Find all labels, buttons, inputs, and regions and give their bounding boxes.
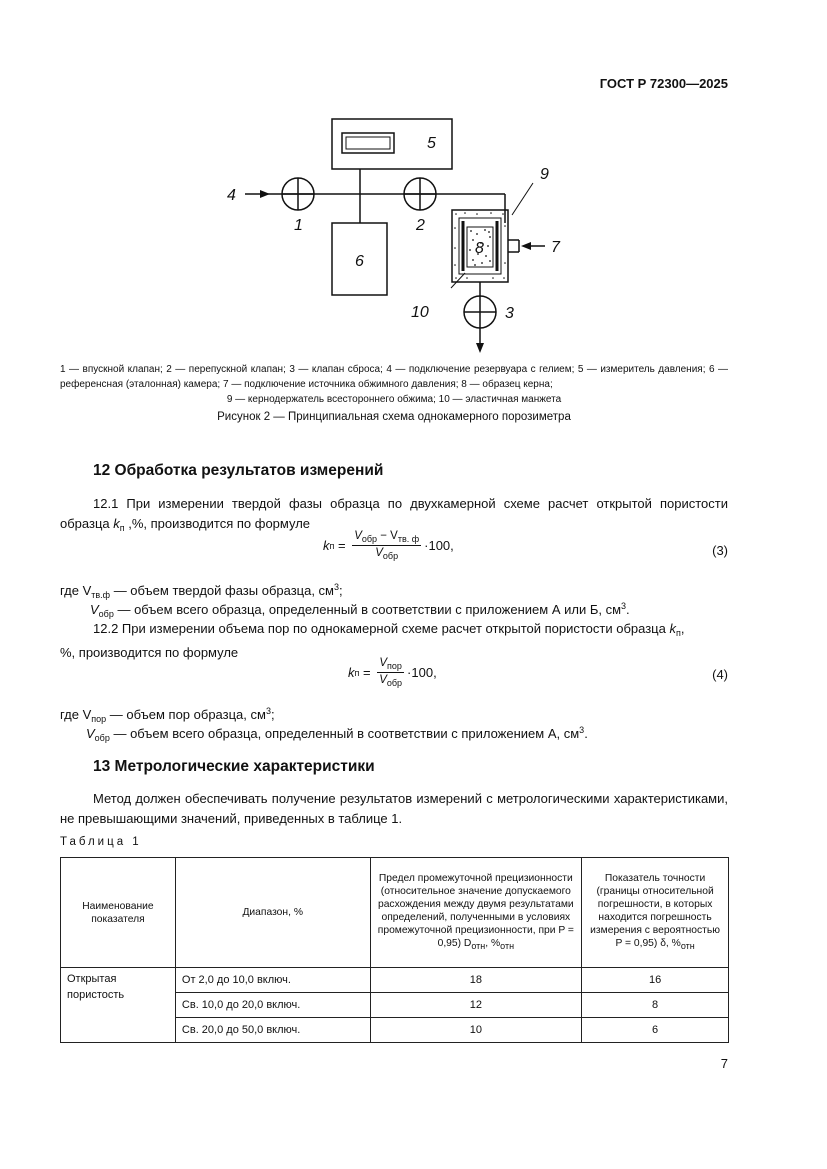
document-header: ГОСТ Р 72300—2025 — [599, 76, 728, 91]
label-1: 1 — [294, 217, 303, 234]
accuracy-cell: 6 — [582, 1018, 729, 1043]
label-6: 6 — [355, 253, 364, 270]
section-12-heading: 12 Обработка результатов измерений — [93, 462, 384, 479]
paragraph-12-1: 12.1 При измерении твердой фазы образца по двухкамерной схеме расчет открытой пористости образца $k_п$ ,%, производится по формуле — [60, 496, 728, 533]
outlet-arrow — [476, 343, 484, 353]
formula-4-number: (4) — [712, 667, 728, 682]
label-8: 8 — [475, 240, 484, 257]
legend-line-1: 1 — впускной клапан; 2 — перепускной клапан; 3 — клапан сброса; 4 — подключение резервуара с гелием; 5 — измеритель давления; 6 — референсная (эталонная) камера; 7 — подключение источника обжимного давления; 8 — образец керна; — [60, 364, 728, 390]
header-accuracy: Показатель точности (границы относительной погрешности, в которых находится погрешность измерения с вероятностью P = 0,95) δ, $\%_{отн}$ — [582, 858, 729, 968]
range-cell: Св. 20,0 до 50,0 включ. — [175, 1018, 370, 1043]
paragraph-13: Метод должен обеспечивать получение результатов измерений с метрологическими характеристиками, не превышающими значений, приведенных в таблице 1. — [60, 791, 728, 826]
page-number: 7 — [720, 1056, 728, 1071]
label-7: 7 — [551, 239, 560, 256]
label-4: 4 — [227, 187, 236, 204]
label-10: 10 — [411, 304, 429, 321]
label-9: 9 — [540, 166, 549, 183]
pressure-gauge-display — [342, 133, 394, 153]
range-cell: Св. 10,0 до 20,0 включ. — [175, 993, 370, 1018]
formula-4: k п = $\frac{V_{пор}}{V_{обр}}$ ·100, — [348, 657, 437, 688]
metrology-table — [60, 857, 729, 1043]
accuracy-cell: 16 — [582, 968, 729, 993]
porosimeter-schematic — [215, 113, 575, 358]
label-3: 3 — [505, 305, 514, 322]
where-4-pores: где $V_{пор}$ — объем пор образца, $см^3$; — [60, 706, 275, 724]
paragraph-12-2: 12.2 При измерении объема пор по однокамерной схеме расчет открытой пористости образца $k_п$, %, производится по формуле — [60, 621, 685, 660]
table-header-row — [61, 858, 729, 968]
header-range: Диапазон, % — [175, 858, 370, 968]
table-row — [61, 968, 729, 993]
indicator-cell: Открытая пористость — [61, 968, 176, 1043]
label-2: 2 — [416, 217, 425, 234]
helium-inlet-arrow — [260, 190, 270, 198]
confining-pressure-arrow — [521, 242, 531, 250]
where-3-sample: $V_{обр}$ — объем всего образца, определенный в соответствии с приложением А или Б, $см^3$. — [90, 601, 630, 619]
formula-3: k п = $\frac{V_{обр} - V_{тв. ф}}{V_{обр}}$ ·100, — [323, 530, 454, 561]
precision-cell: 10 — [370, 1018, 582, 1043]
section-13-heading: 13 Метрологические характеристики — [93, 758, 375, 775]
range-cell: От 2,0 до 10,0 включ. — [175, 968, 370, 993]
header-precision: Предел промежуточной прецизионности (относительное значение допускаемого расхождения между двумя результатами определений, полученными в условиях промежуточной прецизионности, при P = 0,95) $D_{отн}$, $\%_{отн}$ — [370, 858, 582, 968]
table-label: Таблица 1 — [60, 836, 142, 848]
legend-line-2: 9 — кернодержатель всестороннего обжима; 10 — эластичная манжета — [226, 394, 562, 405]
where-4-sample: $V_{обр}$ — объем всего образца, определенный в соответствии с приложением А, $см^3$. — [86, 725, 588, 743]
figure-caption: Рисунок 2 — Принципиальная схема однокамерного порозиметра — [217, 411, 571, 423]
precision-cell: 12 — [370, 993, 582, 1018]
accuracy-cell: 8 — [582, 993, 729, 1018]
label-5: 5 — [427, 135, 436, 152]
figure-legend — [60, 362, 728, 407]
precision-cell: 18 — [370, 968, 582, 993]
formula-3-number: (3) — [712, 543, 728, 558]
where-3-solid: где $V_{тв.ф}$ — объем твердой фазы образца, $см^3$; — [60, 582, 343, 600]
header-indicator: Наименование показателя — [61, 858, 176, 968]
